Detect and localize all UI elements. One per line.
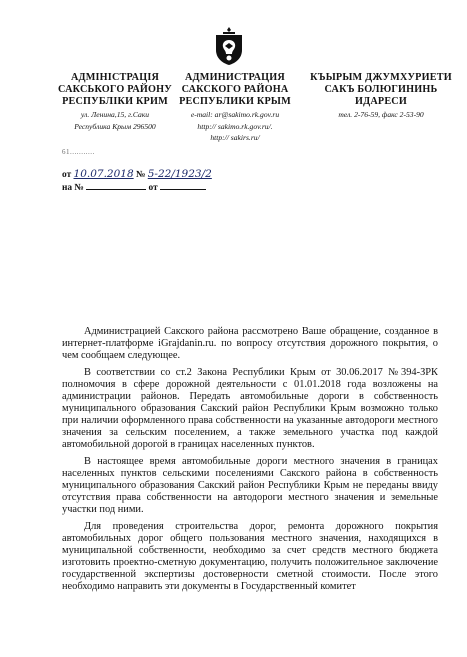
org-name-line: КЪЫРЫМ ДЖУМХУРИЕТИ bbox=[310, 72, 452, 83]
org-name-line: РЕСПУБЛИКИ КРЫМ bbox=[179, 96, 291, 107]
handwritten-number: 5-22/1923/2 bbox=[147, 168, 212, 180]
incoming-registration bbox=[62, 180, 206, 193]
reg-reply-label: на № bbox=[62, 183, 84, 193]
header-crimean-tatar bbox=[296, 72, 466, 120]
phone-line: тел. 2-76-59, факс 2-53-90 bbox=[338, 110, 424, 119]
coat-of-arms-icon bbox=[214, 26, 244, 66]
paragraph: Администрацией Сакского района рассмотрено Ваше обращение, созданное в интернет-платформе iGrajdanin.ru. по вопросу отсутствия дорожного покрытия, о чем сообщаем следующее. bbox=[62, 326, 438, 361]
reg-from-label: от bbox=[62, 170, 72, 180]
org-name-line: АДМІНІСТРАЦІЯ bbox=[70, 72, 160, 83]
faded-stamp-text: 61........... bbox=[62, 148, 95, 156]
reg-from-label: от bbox=[148, 183, 158, 193]
website-line: http:// sakimo.rk.gov.ru/. bbox=[197, 121, 273, 131]
address-line: ул. Ленина,15, г.Саки bbox=[80, 110, 150, 119]
reg-number-label: № bbox=[135, 170, 146, 180]
email-line: e-mail: ar@sakimo.rk.gov.ru bbox=[190, 110, 280, 119]
website-line: http:// sakirs.ru/ bbox=[210, 133, 260, 143]
handwritten-date: 10.07.2018 bbox=[73, 168, 134, 180]
address-line: Республика Крым 296500 bbox=[74, 121, 156, 131]
header-russian bbox=[170, 72, 300, 143]
org-name-line: АДМИНИСТРАЦИЯ bbox=[185, 72, 285, 83]
org-name-line: САКСЬКОГО РАЙОНУ bbox=[58, 84, 172, 95]
blank-line bbox=[160, 180, 206, 190]
blank-line bbox=[86, 180, 146, 190]
paragraph: В соответствии со ст.2 Закона Республики Крым от 30.06.2017 №394-ЗРК полномочия в сфере дорожной деятельности с 01.01.2018 года возложены на администрации районов. Передать автомобильные дороги в собственность муниципального образования Сакский район Республики Крым возможно только при наличии оформленного права собственности на указанные автодороги местного значения за сельским поселением, а также земельного участка под каждой автомобильной дорогой в границах населенных пунктов. bbox=[62, 367, 438, 450]
org-name-line: РЕСПУБЛІКИ КРИМ bbox=[62, 96, 168, 107]
letter-body bbox=[62, 326, 438, 598]
paragraph: В настоящее время автомобильные дороги местного значения в границах населенных пунктов сельскими поселениями Сакского района в собственность муниципального образования Сакский район Республики Крым не переданы ввиду отсутствия права собственности на автодороги местного значения и земельные участки под ними. bbox=[62, 456, 438, 515]
outgoing-registration bbox=[62, 168, 212, 180]
header-ukrainian bbox=[40, 72, 190, 131]
org-name-line: САКСКОГО РАЙОНА bbox=[181, 84, 289, 95]
org-name-line: ИДАРЕСИ bbox=[355, 96, 407, 107]
paragraph: Для проведения строительства дорог, ремонта дорожного покрытия автомобильных дорог общего пользования местного значения, находящихся в муниципальной собственности, необходимо за счет средств местного бюджета изготовить проектно-сметную документацию, получить положительное заключение государственной экспертизы достоверности сметной стоимости. После этого необходимо направить эти документы в Государственный комитет bbox=[62, 521, 438, 592]
org-name-line: САКЪ БОЛЮГИНИНЬ bbox=[324, 84, 438, 95]
